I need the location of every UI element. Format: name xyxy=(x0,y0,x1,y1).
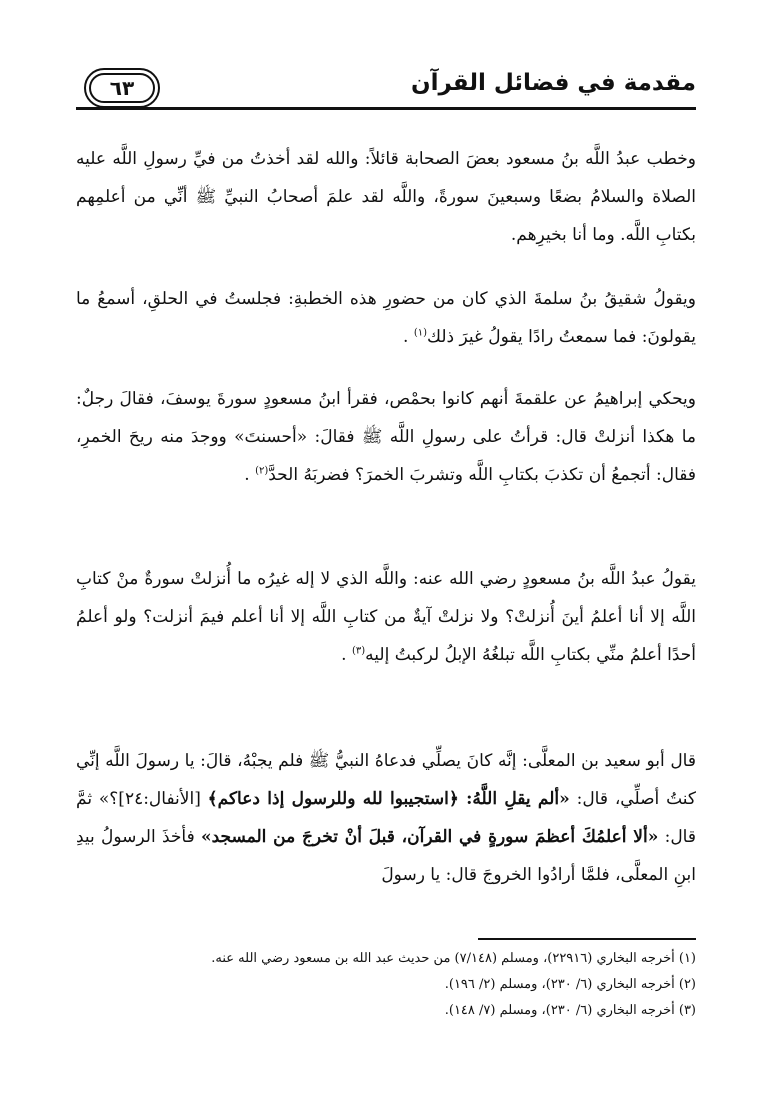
paragraph-2-text xyxy=(76,280,696,356)
paragraph-4 xyxy=(76,560,696,674)
paragraph-5-intro: قال أبو سعيد بن المعلَّى: إنَّه كانَ يصلِّي فدعاهُ النبيُّ ﷺ فلم يجبْهُ، قالَ: يا رسولَ اللَّه إنِّي كنتُ أصلِّي، قال: xyxy=(76,751,696,809)
paragraph-3-text xyxy=(76,380,696,494)
footnote-2: (٢) أخرجه البخاري (٦/ ٢٣٠)، ومسلم (٢/ ١٩٦). xyxy=(444,977,696,992)
footnote-ref-2: (٢) xyxy=(255,465,269,477)
paragraph-5 xyxy=(76,742,696,894)
footnote-ref-1: (١) xyxy=(413,327,428,339)
hadith-quote-2: «ألا أعلمُكَ أعظمَ سورةٍ في القرآن، قبلَ أنْ تخرجَ من المسجد» xyxy=(200,827,659,847)
hadith-quote-1: «ألم يقلِ اللَّهُ: ﴿استجيبوا لله وللرسول إذا دعاكم﴾ xyxy=(207,789,570,809)
paragraph-4-main: يقولُ عبدُ اللَّه بنُ مسعودٍ رضي الله عنه: واللَّه الذي لا إله غيرُه ما أُنزلتْ سورةٌ منْ كتابِ اللَّه إلا أنا أعلمُ أينَ أُنزلتْ؟ ولا نزلتْ آيةٌ من كتابِ اللَّه إلا أنا أعلم فيمَ أنزلت؟ ولو أعلمُ أحدًا أعلمُ منِّي بكتابِ اللَّه تبلغُهُ الإبلُ لركبتُ إليه xyxy=(76,569,696,665)
footnote-1: (١) أخرجه البخاري (٢٢٩١٦)، ومسلم (٧/١٤٨) من حديث عبد الله بن مسعود رضي الله عنه. xyxy=(211,951,696,966)
quran-reference: [الأنفال:٢٤]؟» ثمَّ قال: xyxy=(76,789,696,847)
paragraph-5-end: فأخذَ الرسولُ بيدِ ابنِ المعلَّى، فلمَّا أرادُوا الخروجَ قال: يا رسولَ xyxy=(76,827,696,885)
footnote-3: (٣) أخرجه البخاري (٦/ ٢٣٠)، ومسلم (٧/ ١٤٨). xyxy=(444,1003,696,1018)
header-divider xyxy=(76,107,696,110)
paragraph-1-text: وخطب عبدُ اللَّه بنُ مسعود بعضَ الصحابة قائلاً: والله لقد أخذتُ من فيِّ رسولِ اللَّه عليه الصلاة والسلامُ بضعًا وسبعينَ سورةً، واللَّه لقد علمَ أصحابُ النبيِّ ﷺ أنِّي من أعلمِهم بكتابِ اللَّه. وما أنا بخيرِهم. xyxy=(76,149,696,245)
paragraph-2-end: . xyxy=(403,327,414,347)
paragraph-3-end: . xyxy=(244,465,256,485)
page-number-badge xyxy=(84,68,160,108)
page-number: ٦٣ xyxy=(109,76,135,100)
footnotes xyxy=(76,946,696,1024)
paragraph-2-main: ويقولُ شقيقُ بنُ سلمةَ الذي كان من حضورِ هذه الخطبةِ: فجلستُ في الحلقِ، أسمعُ ما يقولونَ: فما سمعتُ رادًا يقولُ غيرَ ذلك xyxy=(76,289,696,347)
paragraph-3 xyxy=(76,380,696,494)
page-header xyxy=(76,68,696,110)
paragraph-1 xyxy=(76,140,696,254)
paragraph-4-end: . xyxy=(341,645,352,665)
paragraph-4-text xyxy=(76,560,696,674)
footnote-divider xyxy=(478,938,696,940)
paragraph-2 xyxy=(76,280,696,356)
paragraph-3-main: ويحكي إبراهيمُ عن علقمةَ أنهم كانوا بحمْص، فقرأ ابنُ مسعودٍ سورةَ يوسفَ، فقالَ رجلٌ: ما هكذا أنزلتْ قال: قرأتُ على رسولِ اللَّه ﷺ فقالَ: «أحسنتَ» ووجدَ منه ريحَ الخمرِ، فقال: أتجمعُ أن تكذبَ بكتابِ اللَّه وتشربَ الخمرَ؟ فضربَهُ الحدَّ xyxy=(76,389,696,485)
paragraph-5-text xyxy=(76,742,696,894)
running-title: مقدمة في فضائل القرآن xyxy=(410,70,696,96)
footnote-ref-3: (٣) xyxy=(351,645,366,657)
